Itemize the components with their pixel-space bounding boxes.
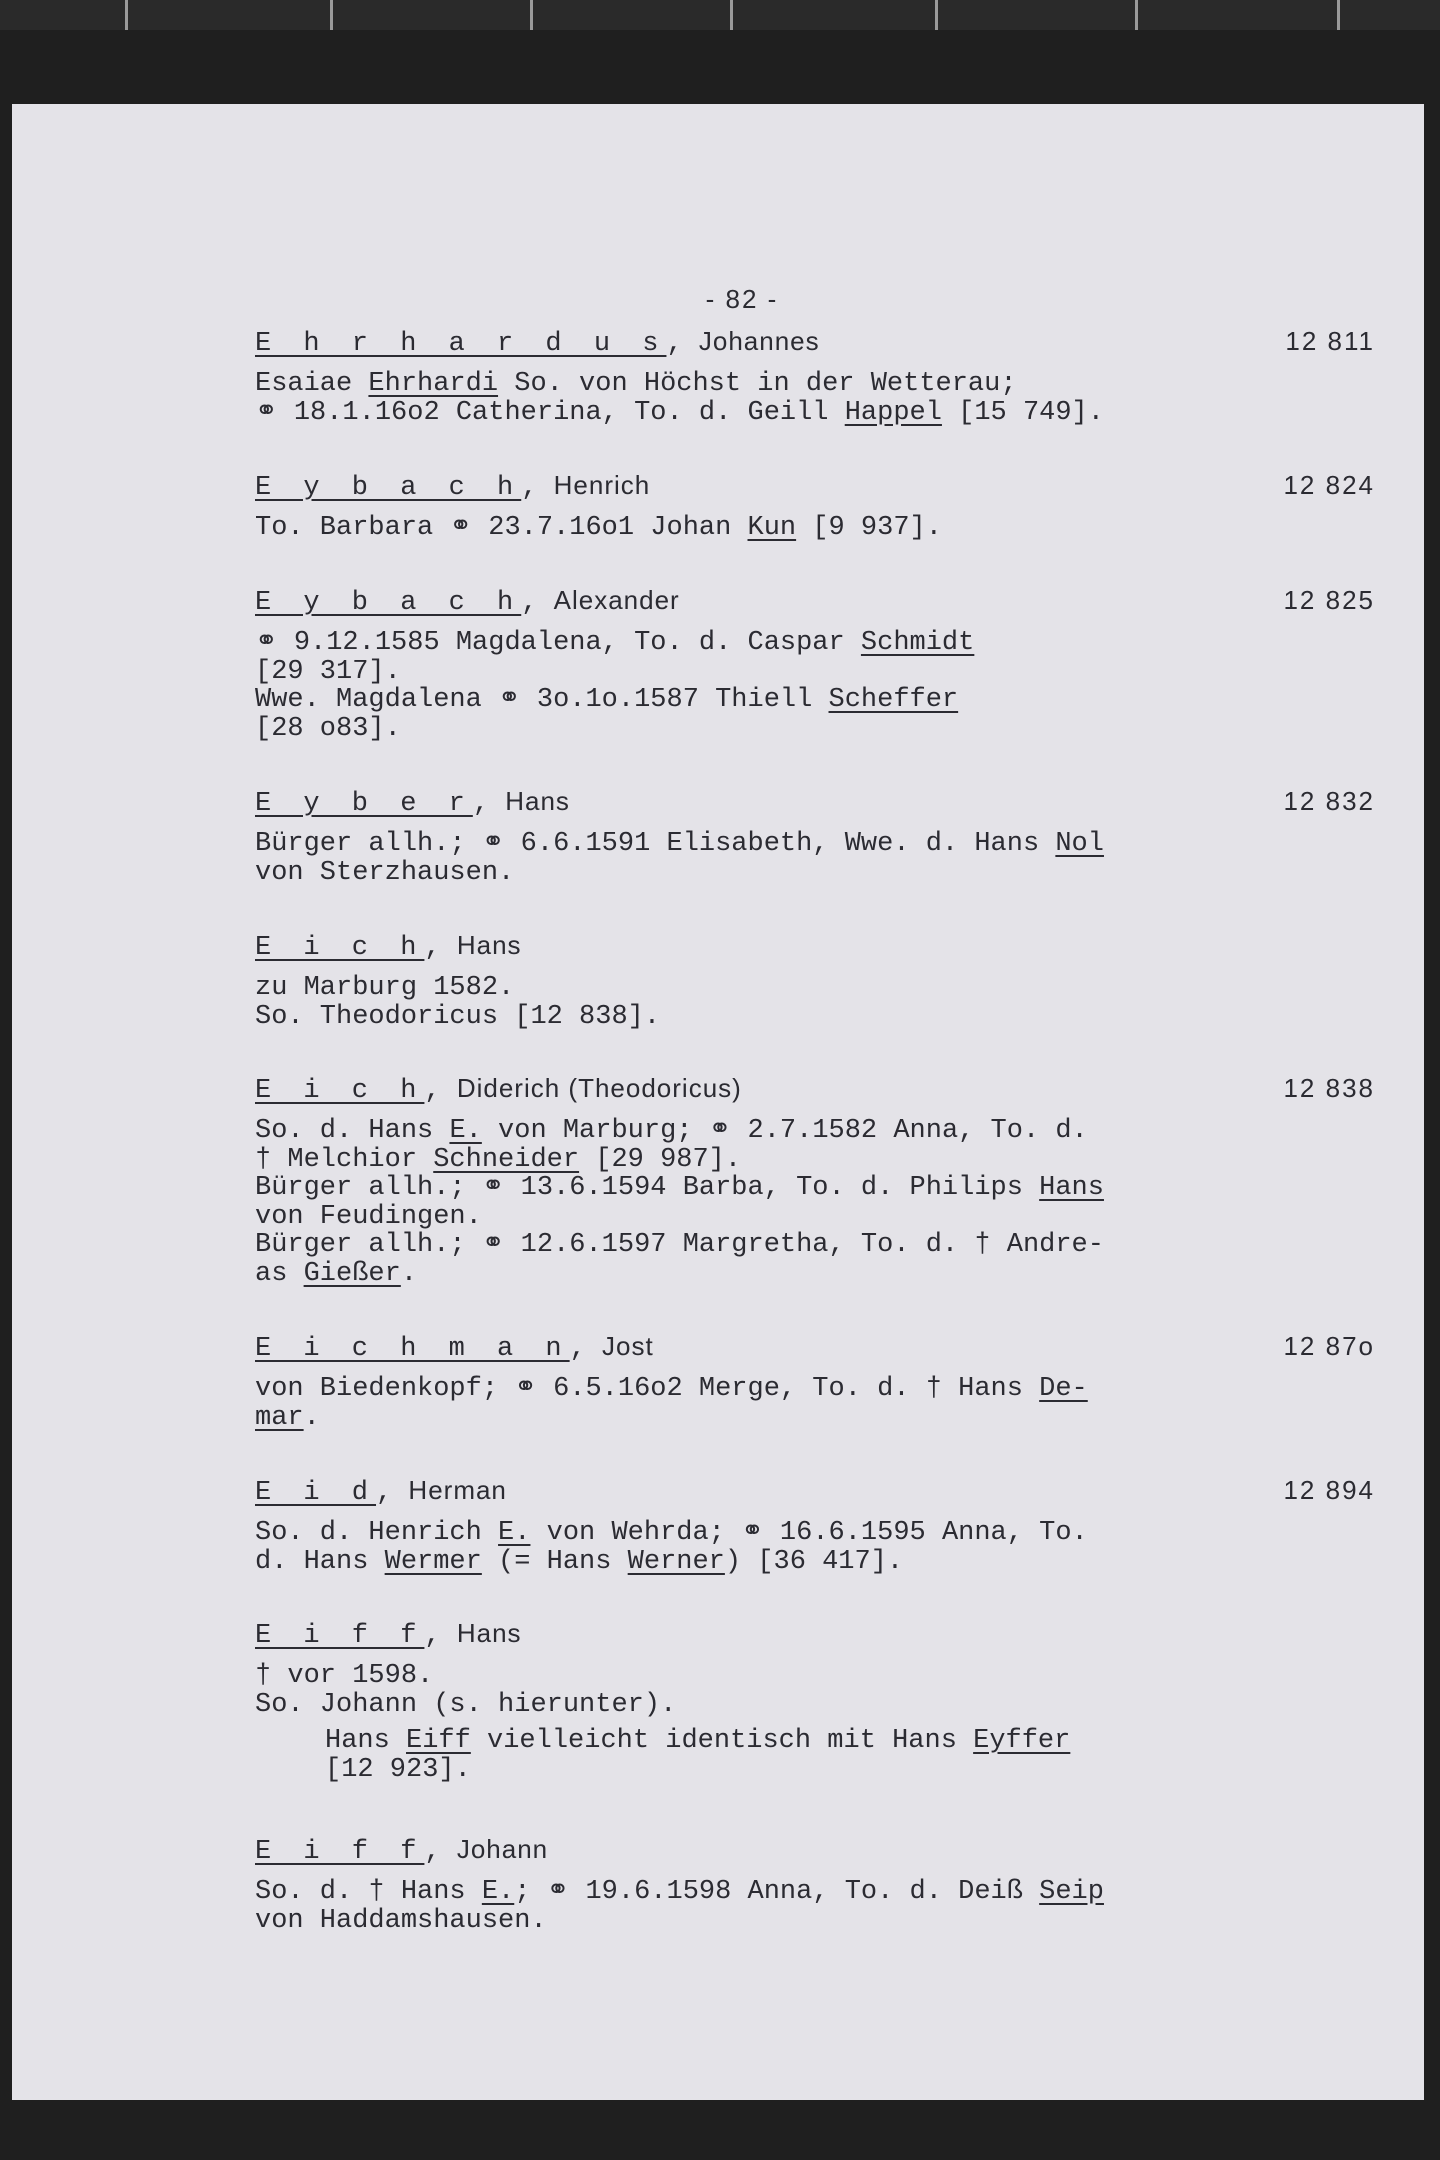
underlined-name: Schneider bbox=[433, 1144, 580, 1175]
entry-heading: E y b e r, Hans 12 832 bbox=[255, 786, 1375, 819]
text-segment: von Biedenkopf; ⚭ 6.5.16o2 Merge, To. d. † Hans bbox=[255, 1374, 1040, 1404]
entry-number: 12 87o bbox=[1283, 1331, 1375, 1361]
text-segment: [29 987]. bbox=[579, 1144, 742, 1175]
text-segment: [28 o83]. bbox=[255, 713, 401, 744]
underlined-name: E. bbox=[481, 1877, 515, 1907]
text-segment: So. Johann (s. hierunter). bbox=[255, 1689, 677, 1720]
given-name: Johann bbox=[456, 1834, 549, 1864]
surname: E i f f bbox=[255, 1621, 425, 1651]
given-name: Hans bbox=[456, 1618, 522, 1648]
given-name: Alexander bbox=[553, 585, 680, 615]
genealogy-entry bbox=[255, 1331, 1375, 1432]
film-marker bbox=[1135, 0, 1138, 30]
text-segment: ⚭ 9.12.1585 Magdalena, To. d. Caspar bbox=[255, 628, 861, 658]
given-name: Hans bbox=[456, 930, 522, 960]
text-segment: So. d. Hans bbox=[255, 1116, 450, 1146]
entry-number: 12 825 bbox=[1283, 585, 1375, 615]
entry-text bbox=[255, 370, 1375, 427]
film-marker bbox=[730, 0, 733, 30]
text-segment: So. Theodoricus [12 838]. bbox=[255, 1001, 661, 1032]
entry-number: 12 811 bbox=[1285, 326, 1375, 356]
film-marker bbox=[330, 0, 333, 30]
text-segment: as bbox=[255, 1258, 304, 1289]
text-segment: [15 749]. bbox=[941, 397, 1104, 428]
entry-text bbox=[255, 1375, 1375, 1432]
entry-heading: E i f f, Hans bbox=[255, 1618, 522, 1651]
text-segment: † Melchior bbox=[255, 1144, 434, 1175]
genealogy-entry bbox=[255, 1073, 1375, 1288]
underlined-name: Scheffer bbox=[828, 685, 959, 715]
text-segment: So. d. † Hans bbox=[255, 1877, 482, 1907]
surname: E i c h m a n bbox=[255, 1334, 570, 1364]
entry-text bbox=[255, 1117, 1375, 1288]
surname: E i c h bbox=[255, 933, 425, 963]
entry-text bbox=[255, 1878, 1375, 1935]
text-segment: . bbox=[303, 1402, 320, 1433]
genealogy-entry bbox=[255, 1834, 1375, 1935]
underlined-name: Hans bbox=[1039, 1173, 1104, 1203]
underlined-name: Seip bbox=[1039, 1877, 1104, 1907]
underlined-name: Happel bbox=[844, 397, 942, 428]
text-segment: d. Hans bbox=[255, 1546, 385, 1577]
underlined-name: Gießer bbox=[303, 1258, 401, 1289]
underlined-name: De- bbox=[1039, 1374, 1088, 1404]
underlined-name: Wermer bbox=[384, 1546, 482, 1577]
text-segment: Bürger allh.; ⚭ 12.6.1597 Margretha, To. d. † Andre- bbox=[255, 1230, 1104, 1260]
surname: E h r h a r d u s bbox=[255, 329, 667, 359]
surname: E i d bbox=[255, 1478, 377, 1508]
entry-number: 12 832 bbox=[1283, 786, 1375, 816]
genealogy-entry bbox=[255, 470, 1375, 543]
text-segment: [9 937]. bbox=[796, 513, 942, 543]
text-segment: So. von Höchst in der Wetterau; bbox=[498, 369, 1017, 399]
underlined-name: Kun bbox=[747, 513, 797, 543]
given-name: Henrich bbox=[553, 470, 651, 500]
text-segment: [29 317]. bbox=[255, 656, 401, 687]
text-segment: ; ⚭ 19.6.1598 Anna, To. d. Deiß bbox=[514, 1877, 1040, 1907]
text-segment: Esaiae bbox=[255, 369, 369, 399]
surname: E y b a c h bbox=[255, 588, 522, 618]
film-marker bbox=[935, 0, 938, 30]
page-number: - 82 - bbox=[705, 284, 779, 314]
text-segment: . bbox=[400, 1258, 418, 1289]
given-name: Johannes bbox=[698, 326, 820, 356]
given-name: Hans bbox=[505, 786, 570, 816]
entry-heading: E y b a c h, Alexander 12 825 bbox=[255, 585, 1375, 618]
text-segment: ⚭ 18.1.16o2 Catherina, To. d. Geill bbox=[255, 397, 845, 428]
text-segment: [12 923]. bbox=[325, 1754, 471, 1785]
underlined-name: Schmidt bbox=[860, 628, 975, 658]
entry-heading: E i d, Herman 12 894 bbox=[255, 1475, 1375, 1508]
text-segment: Wwe. Magdalena ⚭ 3o.1o.1587 Thiell bbox=[255, 685, 829, 715]
film-marker bbox=[125, 0, 128, 30]
genealogy-entry bbox=[255, 1475, 1375, 1576]
entry-heading: E i c h, Hans bbox=[255, 930, 522, 963]
text-segment: vielleicht identisch mit Hans bbox=[470, 1726, 974, 1756]
entry-heading: E i c h m a n, Jost 12 87o bbox=[255, 1331, 1375, 1364]
text-segment: Bürger allh.; ⚭ 13.6.1594 Barba, To. d. Philips bbox=[255, 1173, 1040, 1203]
entry-text bbox=[255, 830, 1375, 887]
surname: E y b a c h bbox=[255, 473, 522, 503]
entry-text bbox=[255, 514, 1375, 543]
entry-text bbox=[255, 1662, 1375, 1719]
underlined-name: Eyffer bbox=[973, 1726, 1071, 1756]
text-segment: (= Hans bbox=[481, 1546, 628, 1577]
text-segment: † vor 1598. bbox=[255, 1661, 434, 1691]
film-marker bbox=[1337, 0, 1340, 30]
entry-number: 12 894 bbox=[1283, 1475, 1375, 1505]
scan-film-strip bbox=[0, 0, 1440, 30]
underlined-name: mar bbox=[255, 1402, 304, 1433]
surname: E i c h bbox=[255, 1076, 425, 1106]
entry-heading: E i c h, Diderich (Theodoricus) 12 838 bbox=[255, 1073, 1375, 1106]
entry-number: 12 824 bbox=[1283, 470, 1375, 500]
entry-note bbox=[325, 1727, 1375, 1784]
genealogy-entry bbox=[255, 1618, 1375, 1784]
text-segment: To. Barbara ⚭ 23.7.16o1 Johan bbox=[255, 513, 748, 543]
genealogy-entry bbox=[255, 326, 1375, 427]
underlined-name: E. bbox=[449, 1116, 482, 1146]
underlined-name: Ehrhardi bbox=[368, 369, 499, 399]
genealogy-entry bbox=[255, 786, 1375, 887]
given-name: Jost bbox=[602, 1331, 654, 1361]
surname: E i f f bbox=[255, 1837, 425, 1867]
text-segment: ) [36 417]. bbox=[724, 1546, 904, 1577]
entry-text bbox=[255, 974, 1375, 1031]
underlined-name: Nol bbox=[1055, 829, 1104, 859]
text-segment: von Haddamshausen. bbox=[255, 1905, 547, 1936]
text-segment: von Marburg; ⚭ 2.7.1582 Anna, To. d. bbox=[481, 1116, 1088, 1146]
text-segment: von Feudingen. bbox=[255, 1201, 482, 1232]
text-segment: So. d. Henrich bbox=[255, 1518, 499, 1548]
genealogy-entry bbox=[255, 930, 1375, 1031]
genealogy-entry bbox=[255, 585, 1375, 743]
text-segment: von Sterzhausen. bbox=[255, 857, 515, 888]
text-segment: zu Marburg 1582. bbox=[255, 973, 515, 1003]
document-page bbox=[12, 104, 1424, 2100]
text-segment: Hans bbox=[325, 1726, 407, 1756]
surname: E y b e r bbox=[255, 789, 473, 819]
entry-number: 12 838 bbox=[1283, 1073, 1375, 1103]
entry-text bbox=[255, 1519, 1375, 1576]
text-segment: Bürger allh.; ⚭ 6.6.1591 Elisabeth, Wwe. d. Hans bbox=[255, 829, 1056, 859]
given-name: Diderich (Theodoricus) bbox=[456, 1073, 742, 1103]
entry-text bbox=[255, 629, 1375, 743]
entry-heading: E h r h a r d u s, Johannes 12 811 bbox=[255, 326, 1375, 359]
film-marker bbox=[530, 0, 533, 30]
underlined-name: E. bbox=[498, 1518, 531, 1548]
entry-heading: E i f f, Johann bbox=[255, 1834, 549, 1867]
entry-heading: E y b a c h, Henrich 12 824 bbox=[255, 470, 1375, 503]
underlined-name: Eiff bbox=[406, 1726, 471, 1756]
text-segment: von Wehrda; ⚭ 16.6.1595 Anna, To. bbox=[530, 1518, 1088, 1548]
given-name: Herman bbox=[408, 1475, 507, 1505]
underlined-name: Werner bbox=[627, 1546, 725, 1577]
